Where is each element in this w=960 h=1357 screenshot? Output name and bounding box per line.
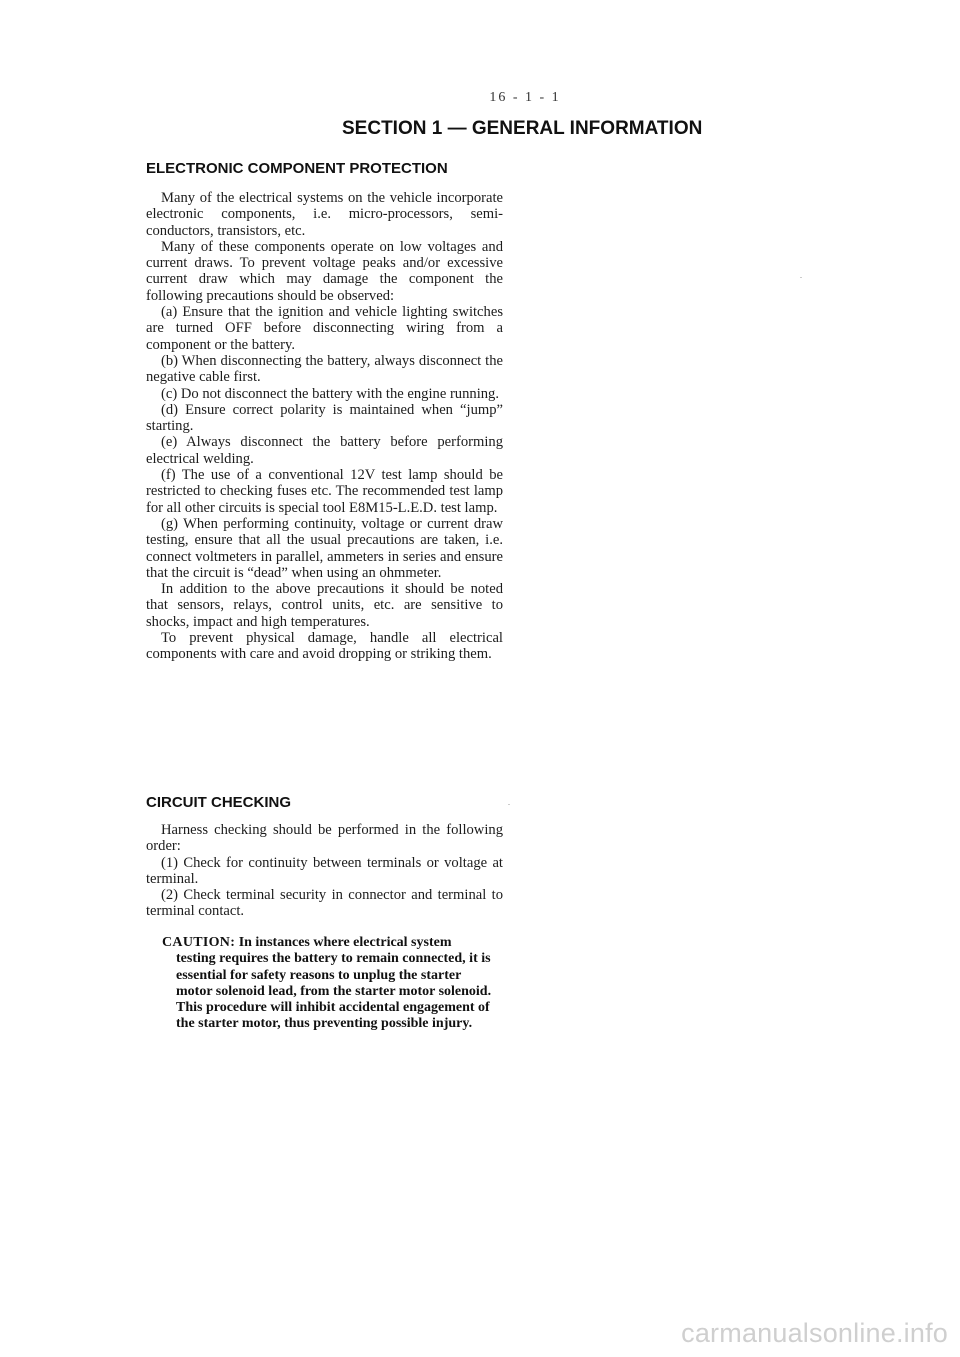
precaution-d: (d) Ensure correct polarity is maintained when “jump” starting.: [146, 401, 503, 435]
check-step-1: (1) Check for continuity between terminals or voltage at terminal.: [146, 854, 503, 887]
precaution-e: (e) Always disconnect the battery before performing electrical welding.: [146, 434, 503, 467]
caution-text: In instances where electrical system testing requires the battery to remain connected, it is essential for safety reasons to unplug the starter motor solenoid lead, from the starter motor solenoid. This procedure will inhibit accidental engagement of the starter motor, thus preventing possible injury.: [176, 935, 492, 1032]
precaution-f: (f) The use of a conventional 12V test lamp should be restricted to checking fuses etc. The recommended test lamp for all other circuits is special tool E8M15-L.E.D. test lamp.: [146, 467, 503, 516]
check-step-2: (2) Check terminal security in connector and terminal to terminal contact.: [146, 887, 503, 920]
caution-label: CAUTION:: [162, 935, 236, 950]
section-heading-circuit-checking: CIRCUIT CHECKING: [146, 794, 291, 811]
page-number: 16 - 1 - 1: [489, 90, 561, 105]
section-heading-electronic-component-protection: ELECTRONIC COMPONENT PROTECTION: [146, 160, 448, 177]
paragraph: Many of these components operate on low voltages and current draws. To prevent voltage peaks and/or excessive current draw which may damage the component the following precautions should be observed:: [146, 238, 503, 304]
electronic-protection-text: [146, 190, 503, 663]
scan-speck: [508, 804, 510, 805]
precaution-g: (g) When performing continuity, voltage or current draw testing, ensure that all the usual precautions are taken, i.e. connect voltmeters in parallel, ammeters in series and ensure that the circuit is “dead” when using an ohmmeter.: [146, 515, 503, 581]
precaution-a: (a) Ensure that the ignition and vehicle lighting switches are turned OFF before disconnecting wiring from a component or the battery.: [146, 304, 503, 353]
precaution-c: (c) Do not disconnect the battery with the engine running.: [161, 385, 499, 402]
precaution-b: (b) When disconnecting the battery, always disconnect the negative cable first.: [146, 352, 503, 386]
paragraph: To prevent physical damage, handle all electrical components with care and avoid dropping or striking them.: [146, 630, 503, 663]
circuit-checking-text: [146, 822, 503, 920]
paragraph: Harness checking should be performed in the following order:: [146, 822, 503, 855]
caution-note: [162, 935, 494, 1033]
paragraph: Many of the electrical systems on the vehicle incorporate electronic components, i.e. micro-processors, semi-conductors, transistors, etc.: [146, 190, 503, 239]
paragraph: In addition to the above precautions it should be noted that sensors, relays, control units, etc. are sensitive to shocks, impact and high temperatures.: [146, 581, 503, 630]
watermark: carmanualsonline.info: [681, 1318, 948, 1348]
scan-speck: [800, 277, 802, 278]
section-title: SECTION 1 — GENERAL INFORMATION: [342, 118, 703, 139]
